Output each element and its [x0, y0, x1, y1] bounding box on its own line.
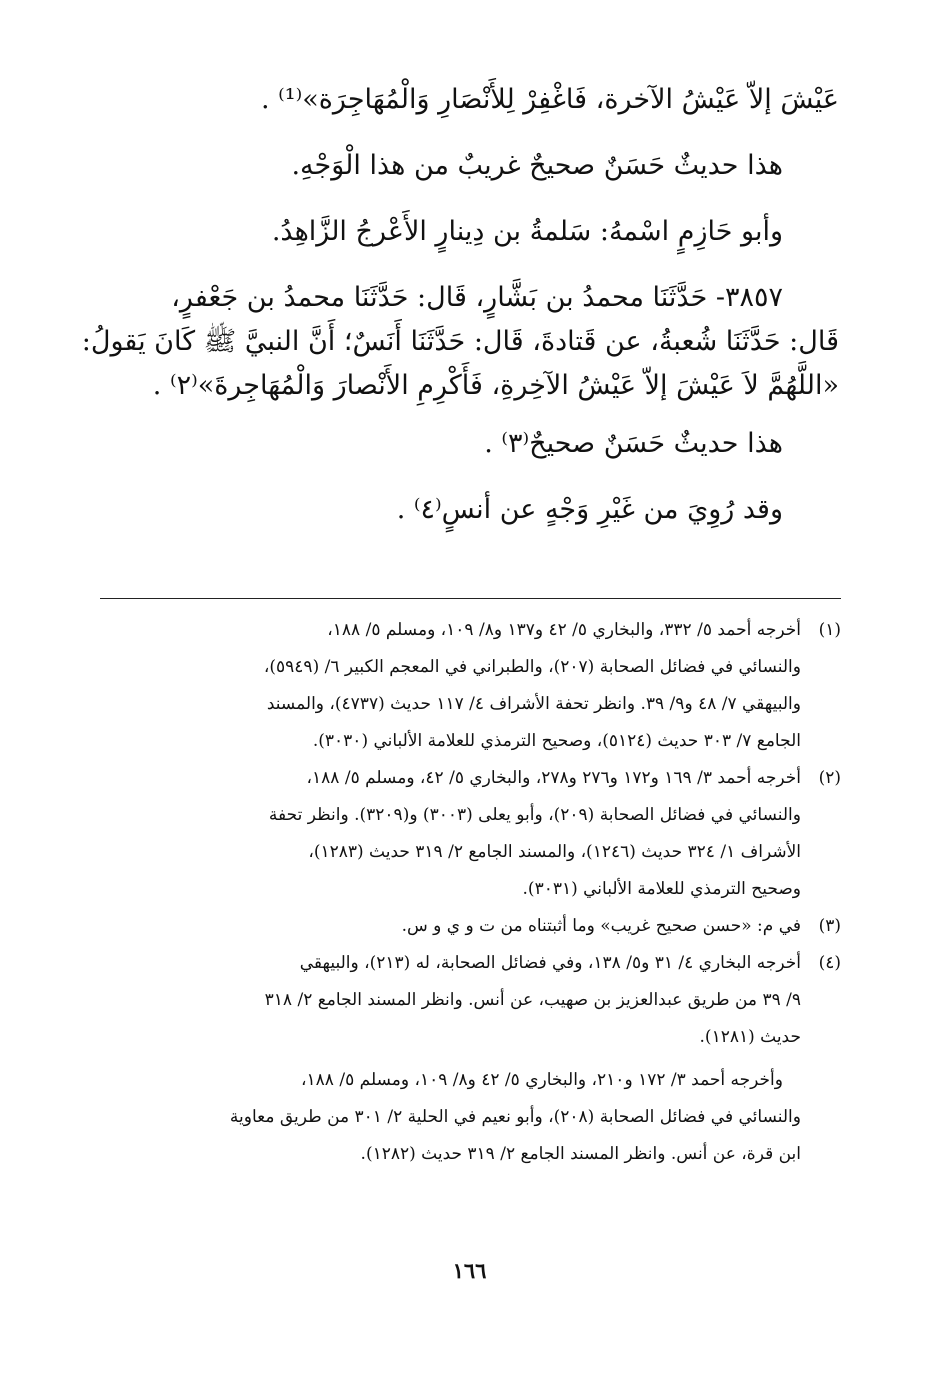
text-line: وقد رُوِيَ من غَيْرِ وَجْهٍ عن أنسٍ⁽٤⁾ . [396, 494, 783, 525]
footnote-marker: (٢) [818, 768, 841, 788]
footnote-body [100, 908, 801, 945]
hadith-line: «اللَّهُمَّ لاَ عَيْشَ إلاّ عَيْشُ الآخِرةِ، فَأَكْرِمِ الأَنْصارَ وَالْمُهَاجِرةَ»⁽٢⁾ . [152, 370, 839, 401]
footnote [100, 908, 841, 945]
footnote-line: ٩/ ٣٩ من طريق عبدالعزيز بن صهيب، عن أنس. وانظر المسند الجامع ٢/ ٣١٨ [264, 990, 801, 1010]
text-line: هذا حديثٌ حَسَنٌ صحيحٌ غريبٌ من هذا الْوَجْهِ. [291, 150, 783, 181]
footnote [100, 612, 841, 760]
footnote-line: في م: «حسن صحيح غريب» وما أثبتناه من ت و ي و س. [401, 916, 801, 936]
page-number: ١٦٦ [452, 1258, 487, 1283]
footnote-line: والنسائي في فضائل الصحابة (٢٠٩)، وأبو يعلى (٣٠٠٣) و(٣٢٠٩). وانظر تحفة [268, 805, 801, 825]
footnote-line: والنسائي في فضائل الصحابة (٢٠٨)، وأبو نعيم في الحلية ٢/ ٣٠١ من طريق معاوية [229, 1107, 801, 1127]
footnote-body [100, 612, 801, 760]
footnote-body [100, 945, 801, 1056]
hadith-line: ٣٨٥٧- حَدَّثَنَا محمدُ بن بَشَّارٍ، قَال: حَدَّثَنَا محمدُ بن جَعْفرٍ، [171, 282, 783, 313]
footnote [100, 760, 841, 908]
footnote-marker: (٤) [818, 953, 841, 973]
footnote-line: أخرجه البخاري ٤/ ٣١ و٥/ ١٣٨، وفي فضائل الصحابة، له (٢١٣)، والبيهقي [299, 953, 801, 973]
footnote-continuation [100, 1062, 841, 1173]
footnote-line: حديث (١٢٨١). [699, 1027, 801, 1047]
footnote-line: ابن قرة، عن أنس. وانظر المسند الجامع ٢/ ٣١٩ حديث (١٢٨٢). [360, 1144, 801, 1164]
footnotes [100, 612, 841, 1173]
footnote-line: الجامع ٧/ ٣٠٣ حديث (٥١٢٤)، وصحيح الترمذي للعلامة الألباني (٣٠٣٠). [312, 731, 801, 751]
text-line: هذا حديثٌ حَسَنٌ صحيحٌ⁽٣⁾ . [484, 428, 783, 459]
footnote-body [100, 760, 801, 908]
footnote-line: أخرجه أحمد ٣/ ١٦٩ و١٧٢ و٢٧٦ و٢٧٨، والبخاري ٥/ ٤٢، ومسلم ٥/ ١٨٨، [306, 768, 801, 788]
footnote-marker: (٣) [818, 916, 841, 936]
footnote-line: والبيهقي ٧/ ٤٨ و٩/ ٣٩. وانظر تحفة الأشراف ٤/ ١١٧ حديث (٤٧٣٧)، والمسند [266, 694, 801, 714]
footnote-separator [100, 598, 841, 599]
footnote-line: والنسائي في فضائل الصحابة (٢٠٧)، والطبراني في المعجم الكبير ٦/ (٥٩٤٩)، [263, 657, 801, 677]
footnote [100, 945, 841, 1056]
footnote-line: وأخرجه أحمد ٣/ ١٧٢ و٢١٠، والبخاري ٥/ ٤٢ و٨/ ١٠٩، ومسلم ٥/ ١٨٨، [301, 1070, 783, 1090]
text-line: عَيْشَ إلاّ عَيْشُ الآخرة، فَاغْفِرْ لِلأَنْصَارِ وَالْمُهَاجِرَة»⁽¹⁾ . [261, 84, 839, 115]
main-text [81, 78, 839, 532]
footnote-line: وصحيح الترمذي للعلامة الألباني (٣٠٣١). [522, 879, 801, 899]
footnote-line: الأشراف ١/ ٣٢٤ حديث (١٢٤٦)، والمسند الجامع ٢/ ٣١٩ حديث (١٢٨٣)، [308, 842, 801, 862]
hadith-line: قَال: حَدَّثَنَا شُعبةُ، عن قَتادةَ، قَال: حَدَّثَنَا أَنَسٌ؛ أَنَّ النبيَّ ﷺ كَانَ يَقولُ: [81, 326, 839, 357]
text-line: وأبو حَازِمٍ اسْمهُ: سَلمةُ بن دِينارٍ الأَعْرجُ الزَّاهِدُ. [271, 216, 783, 247]
footnote-marker: (١) [818, 620, 841, 640]
footnote-line: أخرجه أحمد ٥/ ٣٣٢، والبخاري ٥/ ٤٢ و١٣٧ و٨/ ١٠٩، ومسلم ٥/ ١٨٨، [327, 620, 801, 640]
